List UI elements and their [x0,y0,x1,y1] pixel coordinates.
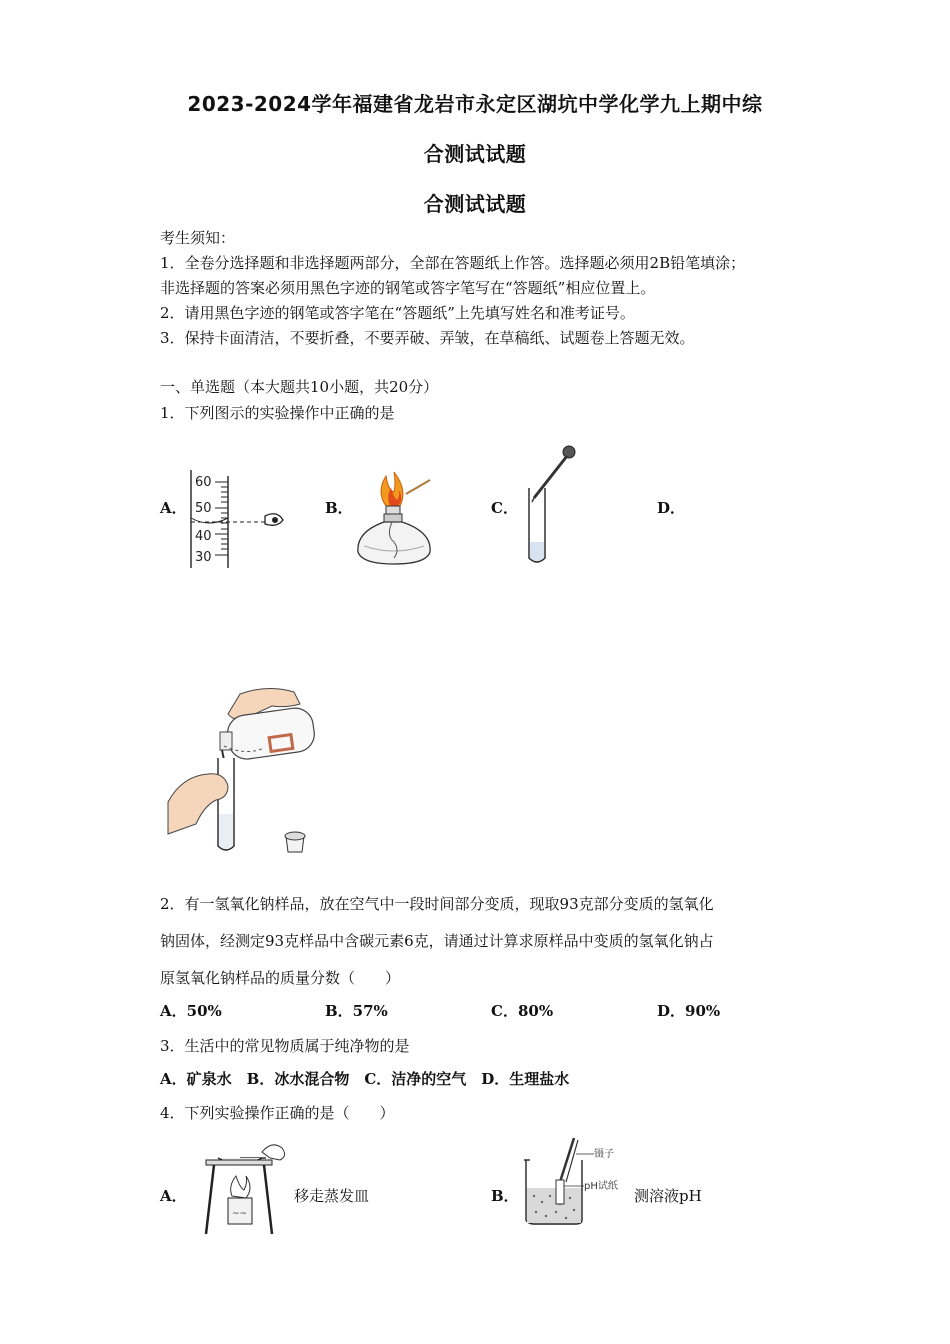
graduated-cylinder-figure [185,468,295,572]
section-heading: 一、单选题（本大题共10小题，共20分） [160,378,439,396]
q3-options[interactable]: A．矿泉水 B．冰水混合物 C．洁净的空气 D．生理盐水 [160,1070,570,1088]
dropper-figure [520,442,580,568]
q4-option-b-text: 测溶液pH [634,1187,702,1205]
q1-option-b[interactable]: B． [325,499,353,517]
tweezers-label: 镊子 [594,1149,614,1160]
doc-title-line3: 合测试试题 [423,192,527,216]
q2-option-a[interactable]: A．50% [160,1002,222,1020]
evaporating-dish-figure [200,1138,290,1238]
q4-option-a-text: 移走蒸发皿 [294,1187,370,1205]
q2-line2: 钠固体，经测定93克样品中含碳元素6克，请通过计算求原样品中变质的氢氧化钠占 [160,932,714,950]
q4-stem: 4．下列实验操作正确的是（ ） [160,1104,395,1122]
q3-stem: 3．生活中的常见物质属于纯净物的是 [160,1037,410,1055]
q2-option-c[interactable]: C．80% [491,1002,554,1020]
q2-line3: 原氢氧化钠样品的质量分数（ ） [160,969,401,987]
notice-heading: 考生须知： [160,229,236,247]
doc-title-line1: 2023-2024学年福建省龙岩市永定区湖坑中学化学九上期中综 [187,92,763,116]
q2-option-d[interactable]: D．90% [657,1002,721,1020]
cylinder-tick-50: 50 [195,501,212,516]
cylinder-tick-30: 30 [195,550,212,565]
ph-paper-label: pH试纸 [584,1181,618,1192]
q4-option-a[interactable]: A． [160,1187,187,1205]
notice-item-3: 3．保持卡面清洁，不要折叠，不要弄破、弄皱，在草稿纸、试题卷上答题无效。 [160,329,695,347]
q2-option-b[interactable]: B．57% [325,1002,388,1020]
q1-stem: 1．下列图示的实验操作中正确的是 [160,404,395,422]
q2-line1: 2．有一氢氧化钠样品，放在空气中一段时间部分变质，现取93克部分变质的氢氧化 [160,895,714,913]
cylinder-tick-40: 40 [195,529,212,544]
notice-item-1-cont: 非选择题的答案必须用黑色字迹的钢笔或答字笔写在“答题纸”相应位置上。 [160,279,656,297]
notice-item-2: 2．请用黑色字迹的钢笔或答字笔在“答题纸”上先填写姓名和准考证号。 [160,304,635,322]
pouring-liquid-figure [168,684,328,859]
q1-option-c[interactable]: C． [491,499,518,517]
ph-test-figure [520,1132,630,1228]
doc-title-line2: 合测试试题 [423,142,527,166]
q1-option-d[interactable]: D． [657,499,686,517]
q4-option-b[interactable]: B． [491,1187,519,1205]
q1-option-a[interactable]: A． [160,499,187,517]
svg-text:~~: ~~ [232,1209,248,1219]
alcohol-lamp-figure [350,466,440,570]
cylinder-tick-60: 60 [195,475,212,490]
notice-item-1: 1．全卷分选择题和非选择题两部分，全部在答题纸上作答。选择题必须用2B铅笔填涂； [160,254,746,272]
